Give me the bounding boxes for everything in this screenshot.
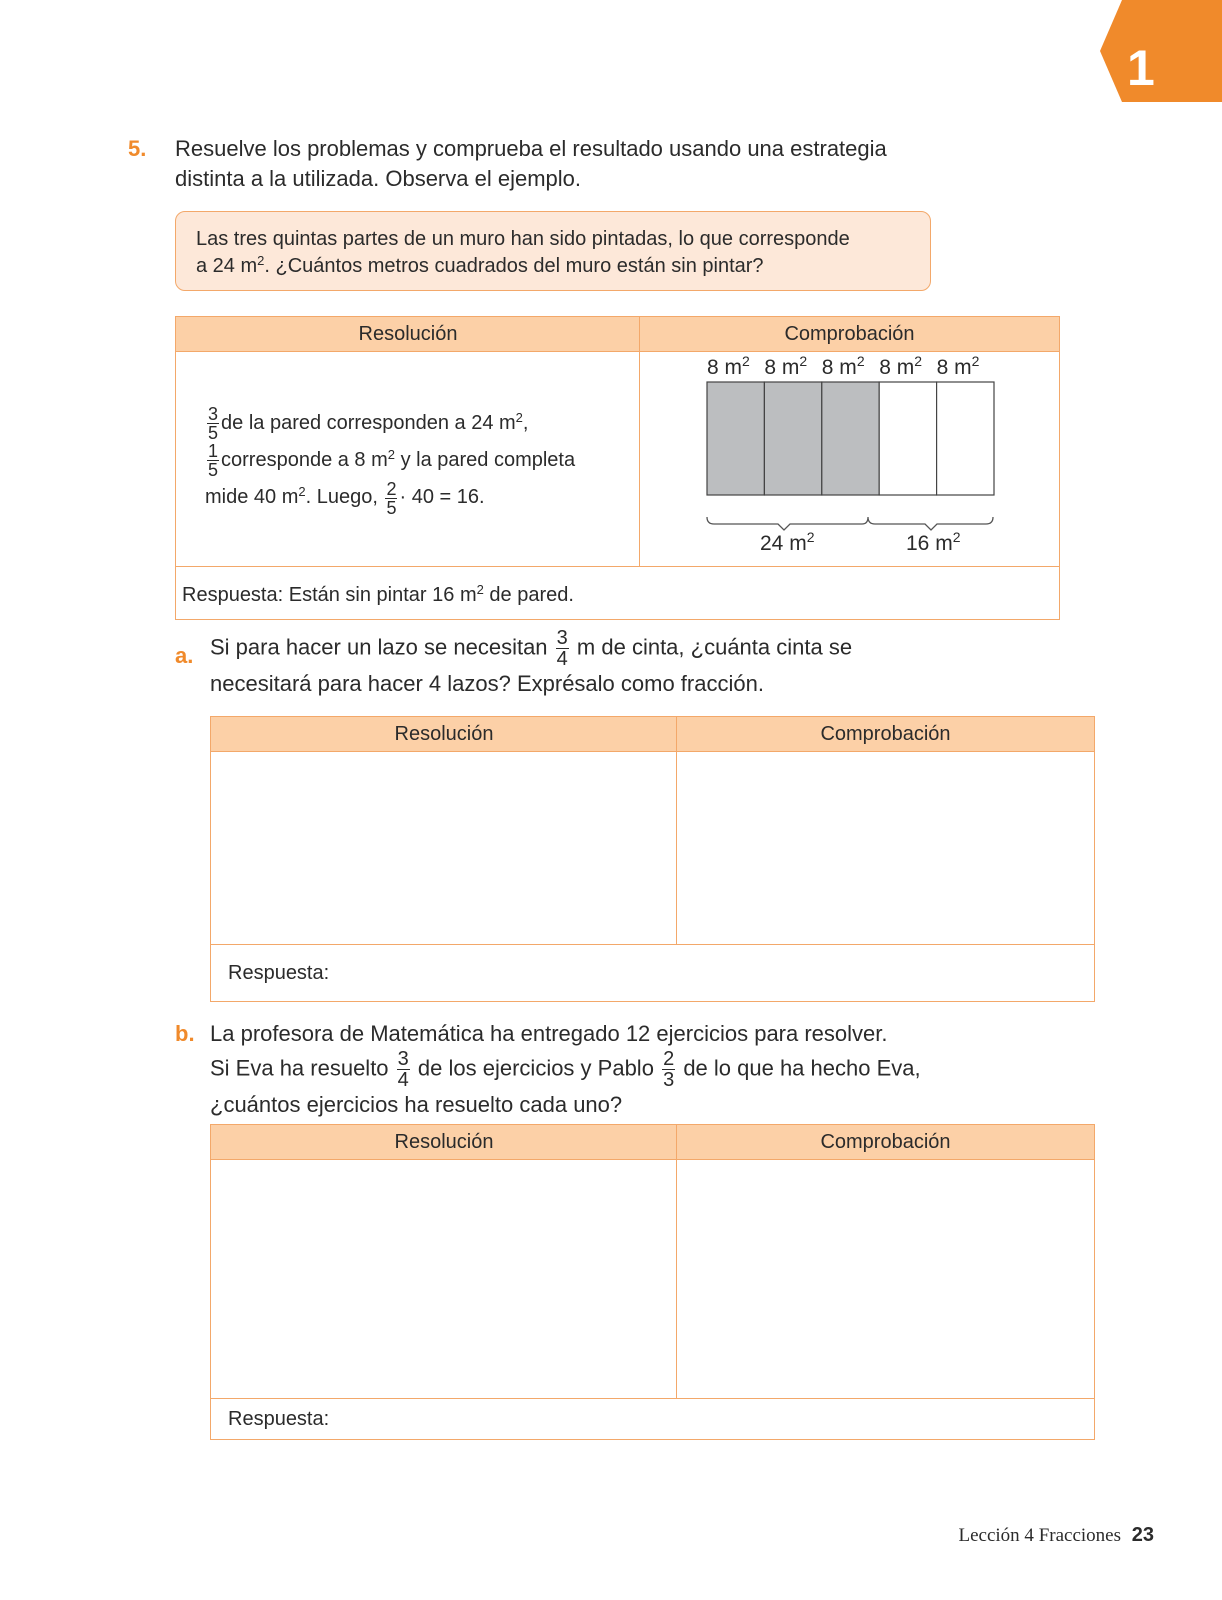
brace-label-painted: 24 $m^2$ — [760, 529, 815, 554]
question-line-1: Resuelve los problemas y comprueba el resultado usando una estrategia — [175, 136, 887, 161]
part-a-text — [210, 628, 852, 699]
wall-segment-painted — [822, 382, 879, 495]
fraction-2-3: $\frac{2}{3}$ — [663, 1048, 675, 1091]
example-answer: Respuesta: Están sin pintar 16 $m^2$ de pared. — [182, 582, 574, 606]
part-a-resolution-header: Resolución — [211, 717, 677, 752]
fraction-3-4-b: $\frac{3}{4}$ — [397, 1048, 409, 1091]
example-column-divider — [639, 317, 640, 567]
part-b-line-1: La profesora de Matemática ha entregado 12 ejercicios para resolver. — [210, 1021, 888, 1046]
wall-segment-unpainted — [879, 382, 936, 495]
example-check-header: Comprobación — [640, 317, 1059, 352]
brace-label-unpainted: 16 $m^2$ — [906, 529, 961, 554]
fraction-3-4: $\frac{3}{4}$ — [556, 627, 568, 670]
part-a-check-area[interactable] — [679, 752, 1093, 940]
chapter-number: 1 — [1127, 40, 1155, 96]
part-a-answer-divider — [211, 944, 1094, 945]
segment-label: 8 $m^2$ — [821, 354, 865, 379]
part-b-text — [210, 1019, 921, 1120]
part-a-line-2: necesitará para hacer 4 lazos? Exprésalo como fracción. — [210, 671, 764, 696]
example-problem-line-1: Las tres quintas partes de un muro han sido pintadas, lo que corresponde — [196, 228, 850, 250]
part-b-check-header: Comprobación — [677, 1125, 1094, 1160]
part-b-line-3: ¿cuántos ejercicios ha resuelto cada uno? — [210, 1092, 623, 1117]
part-b-answer-divider — [211, 1398, 1094, 1399]
wall-segment-unpainted — [937, 382, 994, 495]
part-a-check-header: Comprobación — [677, 717, 1094, 752]
fraction-3-5: $\frac{3}{5}$ — [208, 404, 219, 444]
page-number: 23 — [1131, 1524, 1154, 1546]
segment-label: 8 $m^2$ — [936, 354, 980, 379]
footer-lesson: Lección 4 — [958, 1525, 1034, 1546]
part-b-check-area[interactable] — [679, 1160, 1093, 1394]
resolution-line-2: $\frac{1}{5}$ corresponde a 8 $m^2$ y la pared completa — [208, 441, 576, 481]
example-resolution-header: Resolución — [176, 317, 640, 352]
example-answer-divider — [176, 566, 1059, 567]
part-a-answer-area[interactable] — [330, 947, 1090, 999]
segment-label: 8 $m^2$ — [764, 354, 808, 379]
page-footer — [959, 1524, 1155, 1547]
example-resolution-text — [205, 405, 575, 517]
part-a-resolution-area[interactable] — [212, 752, 675, 940]
question-number: 5. — [128, 136, 147, 161]
part-a-letter: a. — [175, 643, 194, 668]
example-problem-box — [175, 211, 931, 291]
question-line-2: distinta a la utilizada. Observa el ejemplo. — [175, 166, 581, 191]
footer-topic: Fracciones — [1038, 1525, 1121, 1546]
segment-label: 8 $m^2$ — [707, 354, 750, 379]
question-instructions — [175, 134, 887, 194]
wall-segment-painted — [707, 382, 764, 495]
brace-lines — [707, 517, 993, 530]
example-problem-line-2: a 24 $m^2$. ¿Cuántos metros cuadrados del muro están sin pintar? — [196, 253, 764, 277]
part-b-line-2: Si Eva ha resuelto $\frac{3}{4}$ de los ejercicios y Pablo $\frac{2}{3}$ de lo que ha hecho Eva, — [210, 1048, 921, 1091]
part-b-answer-area[interactable] — [330, 1400, 1090, 1438]
wall-diagram — [700, 354, 1010, 554]
part-b-column-divider — [676, 1125, 677, 1399]
part-b-answer-label: Respuesta: — [228, 1408, 330, 1430]
wall-segment-painted — [764, 382, 821, 495]
part-b-letter: b. — [175, 1021, 195, 1046]
chapter-tab — [1100, 0, 1222, 102]
part-a-line-1: Si para hacer un lazo se necesitan $\frac{3}{4}$ m de cinta, ¿cuánta cinta se — [210, 627, 853, 670]
fraction-2-5: $\frac{2}{5}$ — [386, 478, 397, 518]
part-a-column-divider — [676, 717, 677, 945]
part-b-resolution-header: Resolución — [211, 1125, 677, 1160]
segment-label: 8 $m^2$ — [879, 354, 923, 379]
resolution-line-3: mide 40 $m^2$. Luego, $\frac{2}{5}$ · 40 = 16. — [205, 478, 485, 518]
part-b-resolution-area[interactable] — [212, 1160, 675, 1394]
part-a-answer-label: Respuesta: — [228, 962, 330, 984]
resolution-line-1: $\frac{3}{5}$ de la pared corresponden a 24 $m^2$, — [208, 404, 529, 444]
fraction-1-5: $\frac{1}{5}$ — [208, 441, 219, 481]
